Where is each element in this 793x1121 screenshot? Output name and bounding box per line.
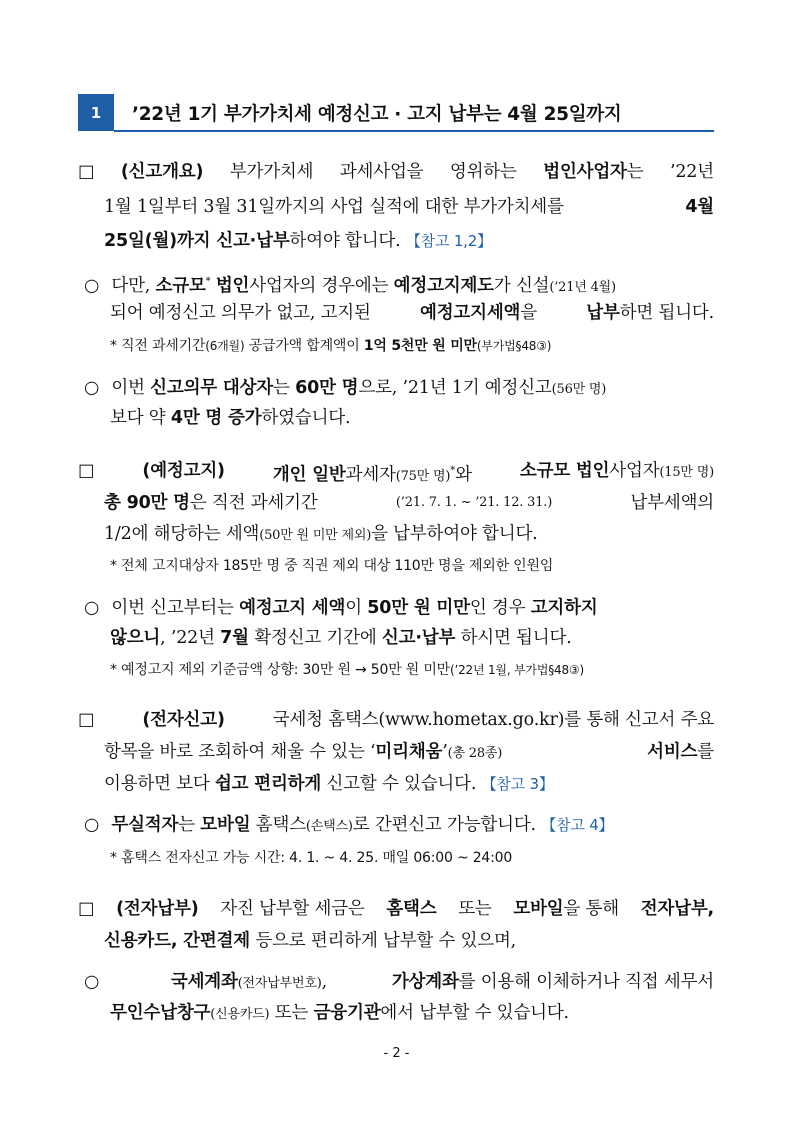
text-line: ○ 이번 신고부터는 예정고지 세액이 50만 원 미만인 경우 고지하지 bbox=[84, 598, 598, 618]
text-line: 25일(월)까지 신고·납부하여야 합니다. 【참고 1,2】 bbox=[104, 231, 492, 251]
footnote: * 예정고지 제외 기준금액 상향: 30만 원 → 50만 원 미만(’22년 1월, 부가법§48③) bbox=[110, 662, 584, 678]
text-line: 되어 예정신고 의무가 없고, 고지된 예정고지세액을 납부하면 됩니다. bbox=[110, 303, 714, 323]
text-line: 이용하면 보다 쉽고 편리하게 신고할 수 있습니다. 【참고 3】 bbox=[104, 774, 554, 794]
circle-bullet: ○ bbox=[84, 815, 100, 835]
footnote: * 홈택스 전자신고 가능 시간: 4. 1. ~ 4. 25. 매일 06:00 ~ 24:00 bbox=[110, 850, 513, 866]
text-line: ○ 무실적자는 모바일 홈택스(손택스)로 간편신고 가능합니다. 【참고 4】 bbox=[84, 815, 614, 835]
text-line: □ (예정고지) 개인 일반과세자(75만 명)*와 소규모 법인사업자(15만 명) bbox=[78, 459, 714, 489]
footnote: * 직전 과세기간(6개월) 공급가액 합계액이 1억 5천만 원 미만(부가법§48③) bbox=[110, 338, 552, 354]
text-line: 신용카드, 간편결제 등으로 편리하게 납부할 수 있으며, bbox=[104, 931, 517, 951]
reference-tag: 【참고 1,2】 bbox=[405, 232, 492, 250]
text-line: 무인수납창구(신용카드) 또는 금융기관에서 납부할 수 있습니다. bbox=[110, 1003, 569, 1023]
square-bullet: □ bbox=[78, 162, 95, 182]
text-line: 총 90만 명은 직전 과세기간 (’21. 7. 1. ~ ’21. 12. 31.) 납부세액의 bbox=[104, 493, 714, 513]
circle-bullet: ○ bbox=[84, 378, 100, 398]
square-bullet: □ bbox=[78, 899, 95, 919]
text-line: 보다 약 4만 명 증가하였습니다. bbox=[110, 408, 351, 428]
heading-underline bbox=[114, 130, 714, 132]
section-heading bbox=[78, 94, 714, 134]
circle-bullet: ○ bbox=[84, 598, 100, 618]
text-line: □ (전자신고) 국세청 홈택스(www.hometax.go.kr)를 통해 신고서 주요 bbox=[78, 710, 714, 730]
reference-tag: 【참고 3】 bbox=[481, 775, 554, 793]
text-line: 항목을 바로 조회하여 채울 수 있는 ‘미리채움’(총 28종) 서비스를 bbox=[104, 742, 714, 762]
text-line: 1월 1일부터 3월 31일까지의 사업 실적에 대한 부가가치세를 4월 bbox=[104, 197, 714, 217]
square-bullet: □ bbox=[78, 710, 95, 730]
reference-tag: 【참고 4】 bbox=[541, 816, 614, 834]
text-line: □ (전자납부) 자진 납부할 세금은 홈택스 또는 모바일을 통해 전자납부, bbox=[78, 899, 714, 919]
section-number-badge: 1 bbox=[78, 94, 114, 131]
page-number: - 2 - bbox=[383, 1046, 410, 1061]
section-title: ’22년 1기 부가가치세 예정신고 · 고지 납부는 4월 25일까지 bbox=[132, 104, 622, 125]
circle-bullet: ○ bbox=[84, 275, 100, 296]
text-line: 않으니, ’22년 7월 확정신고 기간에 신고·납부 하시면 됩니다. bbox=[110, 628, 572, 648]
text-line: ○ 이번 신고의무 대상자는 60만 명으로, ’21년 1기 예정신고(56만 명) bbox=[84, 378, 607, 398]
square-bullet: □ bbox=[78, 461, 95, 481]
footnote: * 전체 고지대상자 185만 명 중 직권 제외 대상 110만 명을 제외한 인원임 bbox=[110, 558, 554, 574]
text-line: ○ 다만, 소규모* 법인사업자의 경우에는 예정고지제도가 신설(’21년 4월) bbox=[84, 275, 616, 296]
text-line: 1/2에 해당하는 세액(50만 원 미만 제외)을 납부하여야 합니다. bbox=[104, 524, 538, 544]
circle-bullet: ○ bbox=[84, 972, 100, 992]
text-line: □ (신고개요) 부가가치세 과세사업을 영위하는 법인사업자는 ’22년 bbox=[78, 162, 714, 182]
text-line: ○ 국세계좌(전자납부번호), 가상계좌를 이용해 이체하거나 직접 세무서 bbox=[84, 970, 714, 996]
